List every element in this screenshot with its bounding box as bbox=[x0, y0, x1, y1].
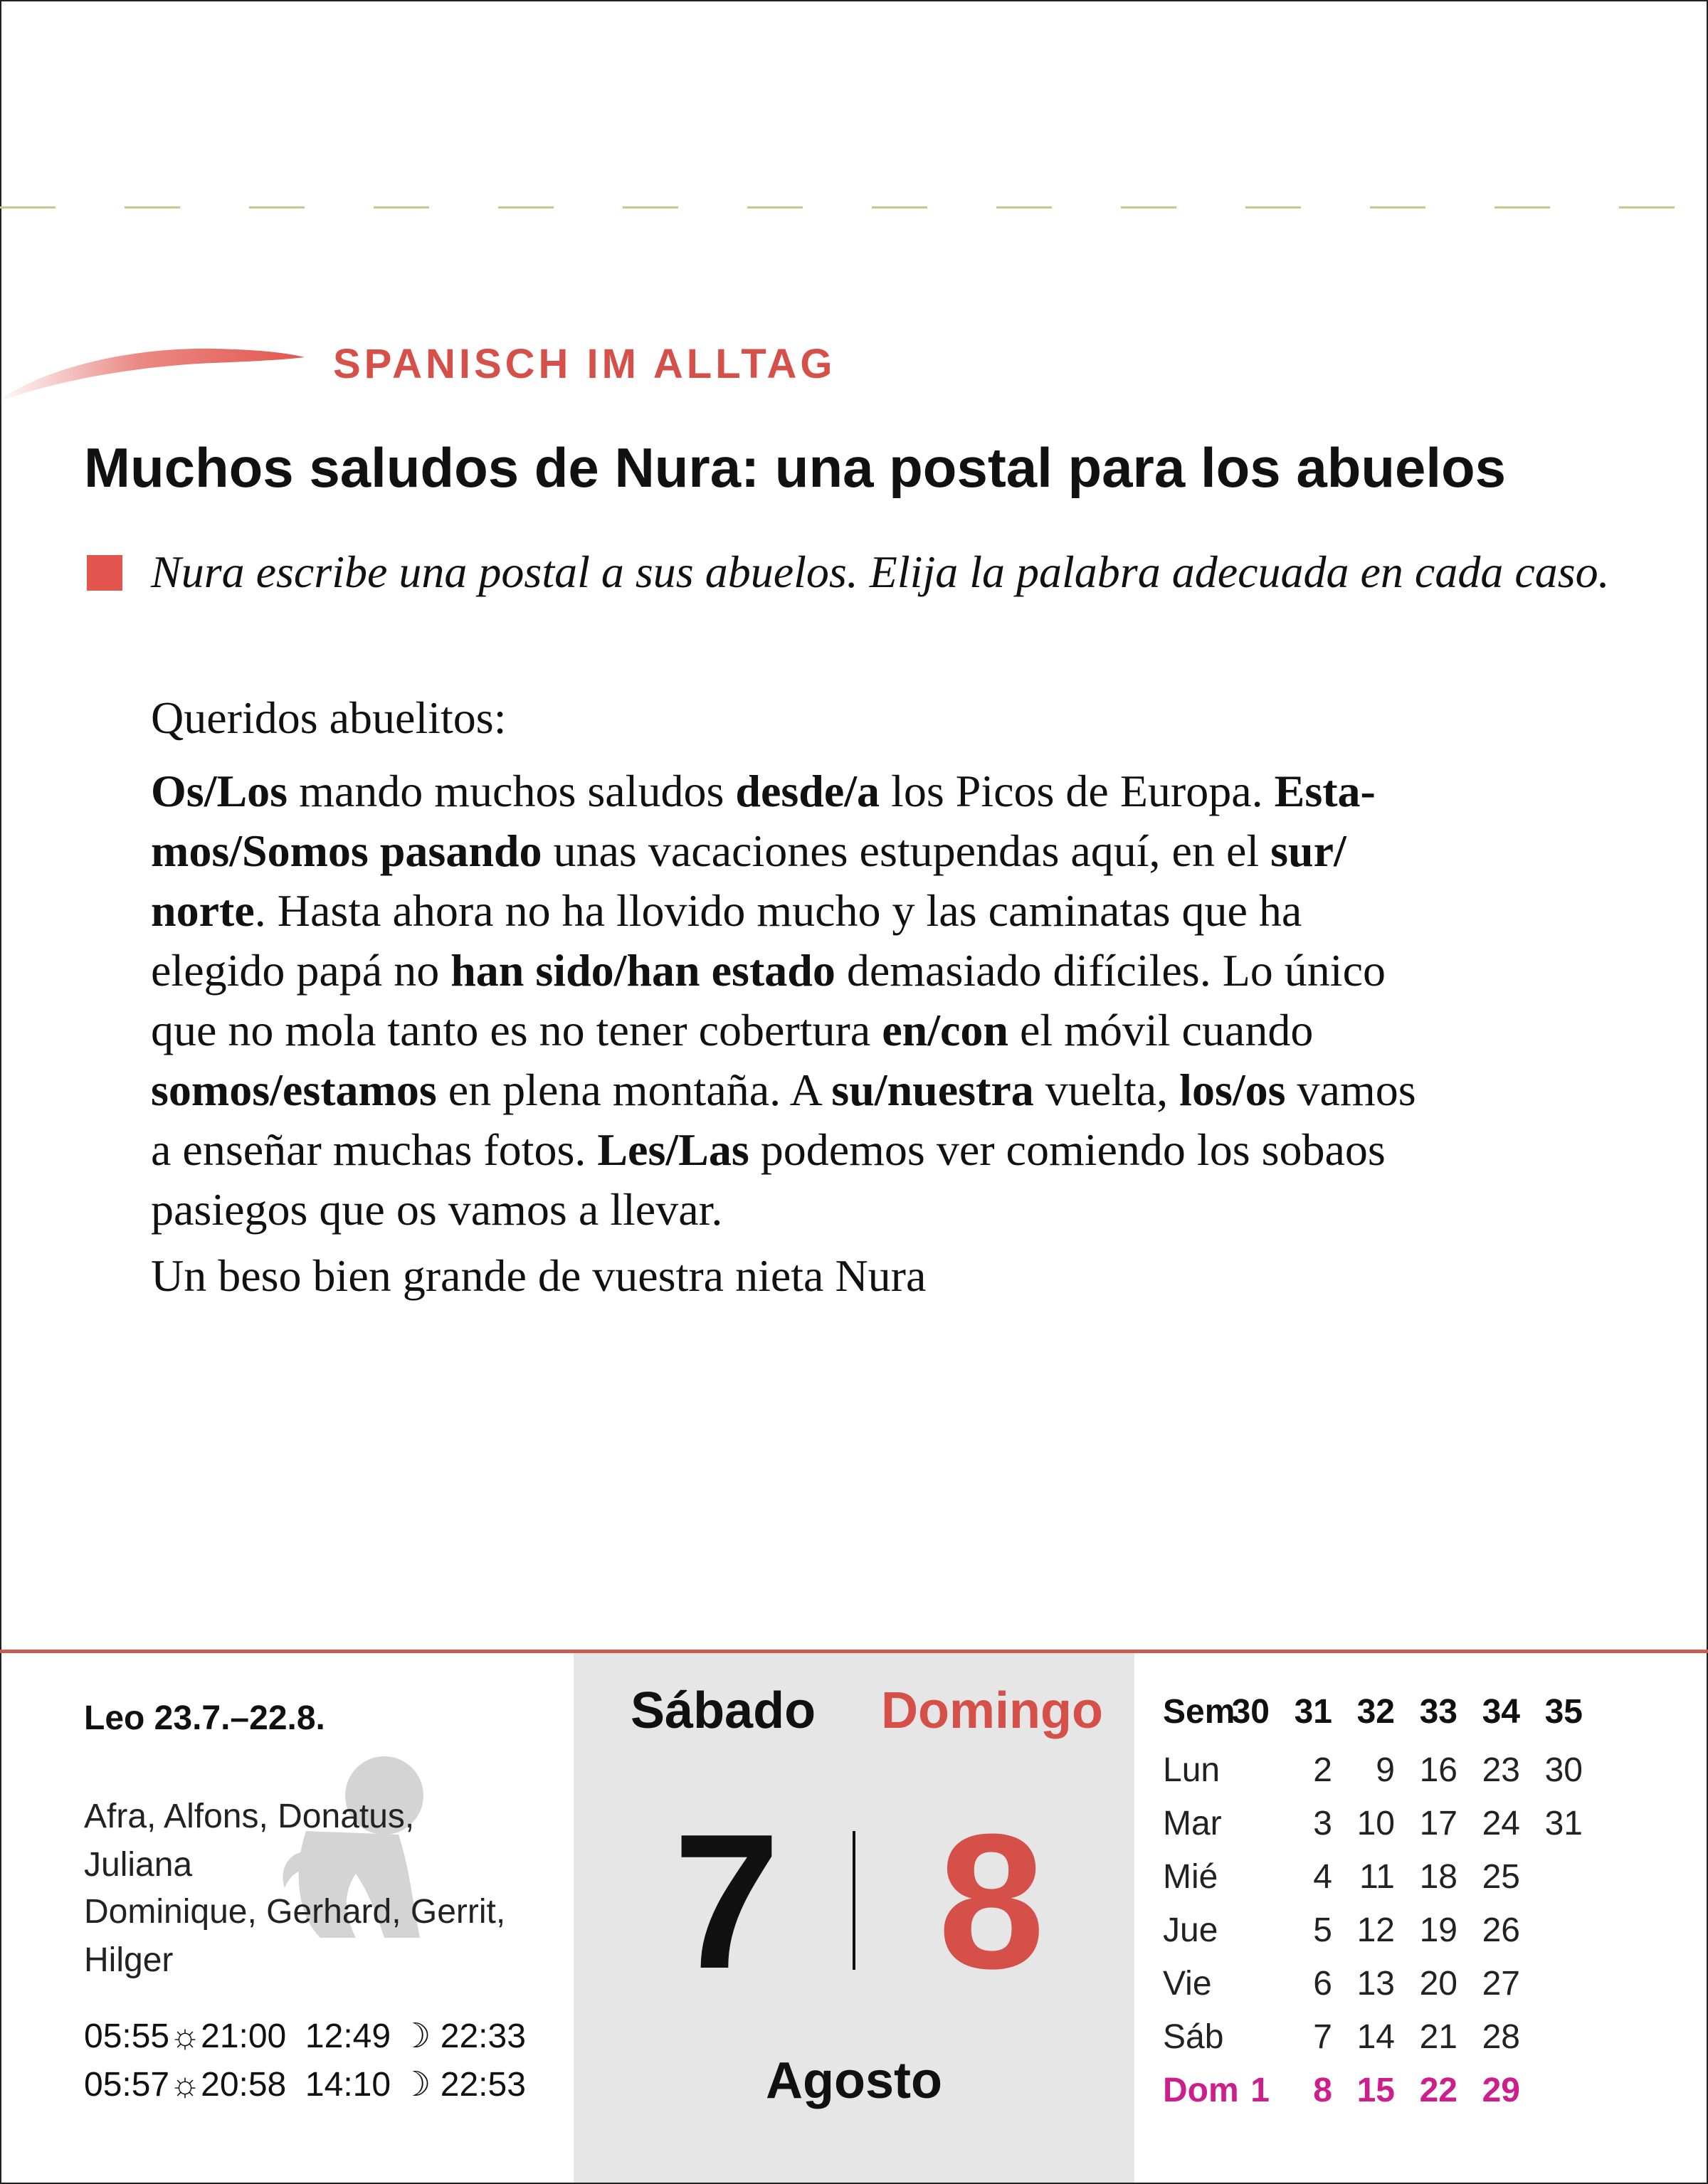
moonset-time: 22:53 bbox=[440, 2066, 526, 2104]
word-choice: sur/ bbox=[1270, 825, 1346, 876]
info-panel bbox=[0, 1653, 574, 2183]
calendar-cell: 28 bbox=[1482, 2018, 1520, 2056]
calendar-cell: 32 bbox=[1356, 1693, 1395, 1731]
calendar-cell: 10 bbox=[1356, 1805, 1395, 1842]
letter-text: en plena montaña. A bbox=[436, 1065, 832, 1115]
calendar-row-label: Mié bbox=[1163, 1858, 1218, 1896]
letter-text: mando muchos saludos bbox=[288, 766, 736, 816]
sun-moon-times-saturday bbox=[84, 2016, 526, 2056]
calendar-cell: 20 bbox=[1419, 1965, 1457, 2003]
letter-text: que no mola tanto es no tener cobertura bbox=[151, 1005, 882, 1055]
perforation-dash bbox=[498, 206, 554, 209]
letter-line bbox=[151, 1180, 1638, 1240]
calendar-row-mié bbox=[1163, 1857, 1689, 1910]
calendar-cell: 7 bbox=[1313, 2018, 1332, 2056]
letter-text: elegido papá no bbox=[151, 945, 451, 996]
calendar-cell: 1 bbox=[1250, 2072, 1270, 2109]
day-number-saturday: 7 bbox=[673, 1795, 781, 2009]
letter-line bbox=[151, 761, 1638, 821]
perforation-dash bbox=[1370, 206, 1425, 209]
calendar-cell: 23 bbox=[1482, 1751, 1520, 1789]
day-name-saturday: Sábado bbox=[631, 1682, 816, 1739]
calendar-row-label: Vie bbox=[1163, 1965, 1212, 2003]
calendar-cell: 22 bbox=[1419, 2072, 1457, 2109]
letter-text: el móvil cuando bbox=[1008, 1005, 1314, 1055]
sun-moon-times-sunday bbox=[84, 2064, 526, 2104]
calendar-cell: 3 bbox=[1313, 1805, 1332, 1842]
letter-line bbox=[151, 1001, 1638, 1060]
word-choice: su/nuestra bbox=[831, 1065, 1034, 1115]
calendar-cell: 5 bbox=[1313, 1911, 1332, 1949]
word-choice: han sido/han estado bbox=[450, 945, 835, 996]
letter-line bbox=[151, 1060, 1638, 1120]
word-choice: Les/Las bbox=[597, 1124, 749, 1175]
perforation-dash bbox=[996, 206, 1052, 209]
page-title: Muchos saludos de Nura: una postal para los abuelos bbox=[84, 436, 1507, 499]
calendar-row-vie bbox=[1163, 1964, 1689, 2017]
calendar-cell: 25 bbox=[1482, 1858, 1520, 1896]
word-choice: Os/Los bbox=[151, 766, 288, 816]
exercise-bullet bbox=[87, 555, 122, 591]
letter-line bbox=[151, 821, 1638, 881]
word-choice: los/os bbox=[1179, 1065, 1286, 1115]
letter-line bbox=[151, 881, 1638, 941]
perforation-dash bbox=[872, 206, 927, 209]
sun-icon: ☼ bbox=[169, 2017, 201, 2055]
letter-line bbox=[151, 941, 1638, 1001]
mini-calendar bbox=[1134, 1653, 1708, 2183]
calendar-cell: 15 bbox=[1356, 2072, 1395, 2109]
calendar-row-label: Sem bbox=[1163, 1693, 1235, 1731]
brush-swoosh-decoration bbox=[0, 334, 306, 406]
perforation-dash bbox=[1619, 206, 1675, 209]
sunrise-time: 05:57 bbox=[84, 2066, 170, 2104]
letter-body bbox=[151, 761, 1638, 1240]
calendar-row-mar bbox=[1163, 1804, 1689, 1857]
calendar-cell: 9 bbox=[1376, 1751, 1395, 1789]
letter-text: a enseñar muchas fotos. bbox=[151, 1124, 598, 1175]
perforation-dash bbox=[1245, 206, 1301, 209]
calendar-cell: 6 bbox=[1313, 1965, 1332, 2003]
calendar-cell: 18 bbox=[1419, 1858, 1457, 1896]
calendar-row-label: Dom bbox=[1163, 2072, 1239, 2109]
calendar-cell: 14 bbox=[1356, 2018, 1395, 2056]
letter-text: unas vacaciones estupendas aquí, en el bbox=[542, 825, 1271, 876]
month-name: Agosto bbox=[766, 2052, 942, 2109]
exercise-instruction: Nura escribe una postal a sus abuelos. Elija la palabra adecuada en cada caso. bbox=[151, 547, 1610, 597]
day-name-sunday: Domingo bbox=[881, 1682, 1103, 1739]
calendar-cell: 27 bbox=[1482, 1965, 1520, 2003]
perforation-dash bbox=[374, 206, 429, 209]
perforation-dash bbox=[1121, 206, 1176, 209]
calendar-cell: 19 bbox=[1419, 1911, 1457, 1949]
calendar-cell: 26 bbox=[1482, 1911, 1520, 1949]
word-choice: norte bbox=[151, 885, 255, 936]
letter-text: podemos ver comiendo los sobaos bbox=[749, 1124, 1386, 1175]
letter-line bbox=[151, 1120, 1638, 1180]
calendar-cell: 2 bbox=[1313, 1751, 1332, 1789]
calendar-cell: 13 bbox=[1356, 1965, 1395, 2003]
sun-icon: ☼ bbox=[169, 2066, 201, 2104]
word-choice: somos/estamos bbox=[151, 1065, 437, 1115]
date-panel bbox=[574, 1653, 1134, 2183]
perforation-line bbox=[0, 206, 1708, 209]
calendar-cell: 31 bbox=[1294, 1693, 1332, 1731]
calendar-cell: 8 bbox=[1313, 2072, 1332, 2109]
letter-text: vamos bbox=[1285, 1065, 1416, 1115]
calendar-row-label: Lun bbox=[1163, 1751, 1221, 1789]
perforation-dash bbox=[747, 206, 803, 209]
sunset-time: 20:58 bbox=[201, 2066, 287, 2104]
calendar-row-sáb bbox=[1163, 2017, 1689, 2070]
calendar-row-jue bbox=[1163, 1911, 1689, 1963]
moonrise-time: 12:49 bbox=[305, 2017, 391, 2055]
perforation-dash bbox=[249, 206, 305, 209]
calendar-cell: 31 bbox=[1544, 1805, 1583, 1842]
category-label: SPANISCH IM ALLTAG bbox=[333, 341, 836, 387]
calendar-cell: 29 bbox=[1482, 2072, 1520, 2109]
calendar-cell: 33 bbox=[1419, 1693, 1457, 1731]
word-choice: desde/a bbox=[735, 766, 880, 816]
calendar-row-label: Jue bbox=[1163, 1911, 1218, 1949]
perforation-dash bbox=[1494, 206, 1550, 209]
sunset-time: 21:00 bbox=[201, 2017, 287, 2055]
sunrise-time: 05:55 bbox=[84, 2017, 170, 2055]
day-number-sunday: 8 bbox=[938, 1795, 1045, 2009]
calendar-cell: 17 bbox=[1419, 1805, 1457, 1842]
calendar-cell: 24 bbox=[1482, 1805, 1520, 1842]
letter-signoff: Un beso bien grande de vuestra nieta Nura bbox=[151, 1250, 927, 1301]
letter-text: vuelta, bbox=[1033, 1065, 1180, 1115]
calendar-row-label: Mar bbox=[1163, 1805, 1222, 1842]
moon-icon: ☽ bbox=[400, 2017, 431, 2055]
name-days-sunday: Dominique, Gerhard, Gerrit, Hilger bbox=[84, 1893, 506, 1979]
perforation-dash bbox=[0, 206, 56, 209]
calendar-cell: 12 bbox=[1356, 1911, 1395, 1949]
letter-greeting: Queridos abuelitos: bbox=[151, 692, 507, 743]
date-separator bbox=[853, 1831, 855, 1970]
calendar-cell: 30 bbox=[1231, 1693, 1270, 1731]
letter-text: los Picos de Europa. bbox=[880, 766, 1275, 816]
calendar-cell: 11 bbox=[1359, 1858, 1395, 1896]
calendar-cell: 21 bbox=[1419, 2018, 1457, 2056]
zodiac-sign: Leo 23.7.–22.8. bbox=[84, 1699, 325, 1737]
calendar-cell: 34 bbox=[1482, 1693, 1520, 1731]
moonrise-time: 14:10 bbox=[305, 2066, 391, 2104]
calendar-cell: 4 bbox=[1313, 1858, 1332, 1896]
letter-text: . Hasta ahora no ha llovido mucho y las caminatas que ha bbox=[254, 885, 1302, 936]
perforation-dash bbox=[125, 206, 180, 209]
word-choice: Esta- bbox=[1274, 766, 1376, 816]
moonset-time: 22:33 bbox=[440, 2017, 526, 2055]
calendar-row-label: Sáb bbox=[1163, 2018, 1224, 2056]
word-choice: mos/Somos pasando bbox=[151, 825, 542, 876]
letter-text: demasiado difíciles. Lo único bbox=[835, 945, 1386, 996]
calendar-cell: 16 bbox=[1419, 1751, 1457, 1789]
calendar-row-dom bbox=[1163, 2071, 1689, 2124]
perforation-dash bbox=[623, 206, 678, 209]
calendar-cell: 30 bbox=[1544, 1751, 1583, 1789]
letter-text: pasiegos que os vamos a llevar. bbox=[151, 1184, 723, 1235]
moon-icon: ☽ bbox=[400, 2066, 431, 2104]
calendar-cell: 35 bbox=[1544, 1693, 1583, 1731]
word-choice: en/con bbox=[882, 1005, 1008, 1055]
name-days-saturday: Afra, Alfons, Donatus, Juliana bbox=[84, 1798, 415, 1884]
calendar-row-lun bbox=[1163, 1751, 1689, 1803]
calendar-week-header bbox=[1163, 1692, 1689, 1745]
